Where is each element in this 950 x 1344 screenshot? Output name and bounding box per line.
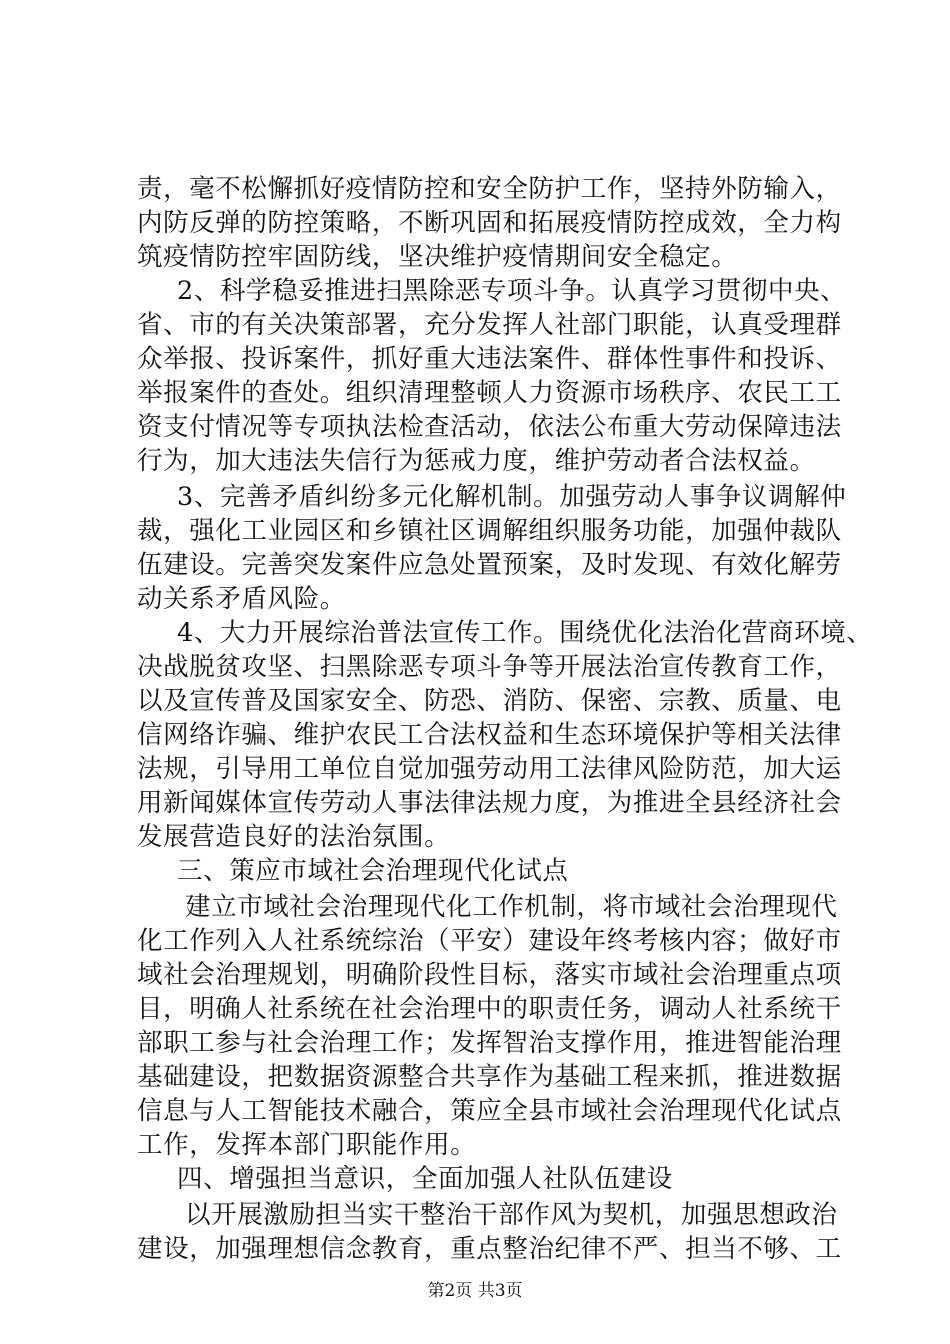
section-heading-4: 四、增强担当意识，全面加强人社队伍建设 [177,1164,673,1194]
body-line: 众举报、投诉案件，抓好重大违法案件、群体性事件和投诉、 [137,344,842,374]
body-line: 目，明确人社系统在社会治理中的职责任务，调动人社系统干 [137,994,842,1024]
page-number-footer: 第2页 共3页 [427,1281,523,1301]
body-line: 基础建设，把数据资源整合共享作为基础工程来抓，推进数据 [137,1062,842,1092]
body-line: 发展营造良好的法治氛围。 [137,822,451,852]
body-line: 用新闻媒体宣传劳动人事法律法规力度，为推进全县经济社会 [137,788,842,818]
body-line: 法规，引导用工单位自觉加强劳动用工法律风险防范，加大运 [137,754,842,784]
section-heading-3: 三、策应市域社会治理现代化试点 [177,856,569,886]
paragraph-3-first-line: 3、完善矛盾纠纷多元化解机制。加强劳动人事争议调解仲 [177,482,847,512]
body-line: 举报案件的查处。组织清理整顿人力资源市场秩序、农民工工 [137,378,842,408]
body-line: 裁，强化工业园区和乡镇社区调解组织服务功能，加强仲裁队 [137,516,842,546]
body-line: 动关系矛盾风险。 [137,584,346,614]
body-line: 内防反弹的防控策略，不断巩固和拓展疫情防控成效，全力构 [137,208,842,238]
body-line: 筑疫情防控牢固防线，坚决维护疫情期间安全稳定。 [137,242,738,272]
body-line: 伍建设。完善突发案件应急处置预案，及时发现、有效化解劳 [137,550,842,580]
body-line: 建设，加强理想信念教育，重点整治纪律不严、担当不够、工 [137,1234,842,1264]
paragraph-6-first-line: 以开展激励担当实干整治干部作风为契机，加强思想政治 [185,1200,838,1230]
paragraph-5-first-line: 建立市域社会治理现代化工作机制，将市域社会治理现代 [185,892,838,922]
body-line: 化工作列入人社系统综治（平安）建设年终考核内容；做好市 [137,926,842,956]
body-line: 域社会治理规划，明确阶段性目标，落实市域社会治理重点项 [137,960,842,990]
body-line: 省、市的有关决策部署，充分发挥人社部门职能，认真受理群 [137,310,842,340]
body-line: 信网络诈骗、维护农民工合法权益和生态环境保护等相关法律 [137,720,842,750]
paragraph-4-first-line: 4、大力开展综治普法宣传工作。围绕优化法治化营商环境、 [177,618,873,648]
body-line: 行为，加大违法失信行为惩戒力度，维护劳动者合法权益。 [137,446,816,476]
body-line: 以及宣传普及国家安全、防恐、消防、保密、宗教、质量、电 [137,686,842,716]
body-line: 信息与人工智能技术融合，策应全县市域社会治理现代化试点 [137,1096,842,1126]
paragraph-2-first-line: 2、科学稳妥推进扫黑除恶专项斗争。认真学习贯彻中央、 [177,276,847,306]
body-line: 决战脱贫攻坚、扫黑除恶专项斗争等开展法治宣传教育工作， [137,652,842,682]
body-line: 部职工参与社会治理工作；发挥智治支撑作用，推进智能治理 [137,1028,842,1058]
body-line: 责，毫不松懈抓好疫情防控和安全防护工作，坚持外防输入， [137,174,842,204]
body-line: 工作，发挥本部门职能作用。 [137,1130,477,1160]
body-line: 资支付情况等专项执法检查活动，依法公布重大劳动保障违法 [137,412,842,442]
